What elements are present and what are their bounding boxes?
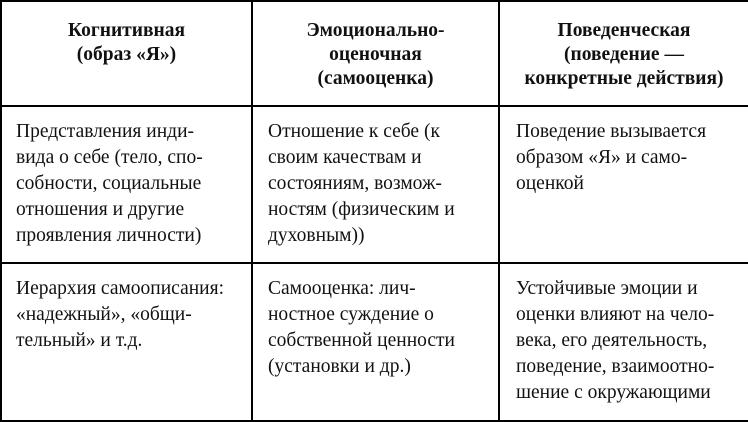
cell-line: поведение, взаимоотно- <box>516 356 715 377</box>
table-cell <box>252 106 499 263</box>
cell-line: оценки влияют на чело- <box>516 304 715 325</box>
cell-line: века, его деятельность, <box>516 330 708 351</box>
cell-line: Представления инди- <box>16 121 194 142</box>
cell-line: проявления личности) <box>16 225 202 246</box>
header-emotional-evaluative <box>252 1 499 106</box>
cell-line: Отношение к себе (к <box>268 121 440 142</box>
cell-line: Устойчивые эмоции и <box>516 278 698 299</box>
cell-line: собственной ценности <box>268 330 455 351</box>
header-line: оценочная <box>329 44 422 65</box>
table-row <box>1 263 748 421</box>
header-line: (образ «Я») <box>76 44 177 65</box>
cell-line: образом «Я» и само- <box>516 147 688 168</box>
table-cell <box>1 263 252 421</box>
cell-line: (установки и др.) <box>268 356 411 377</box>
cell-line: тельный» и т.д. <box>16 330 143 351</box>
header-line: Эмоционально- <box>306 20 445 41</box>
header-line: Поведенческая <box>557 20 691 41</box>
table-cell <box>499 263 748 421</box>
cell-line: отношения и другие <box>16 199 185 220</box>
table-cell <box>499 106 748 263</box>
header-cognitive <box>1 1 252 106</box>
cell-line: ностное суждение о <box>268 304 434 325</box>
cell-line: своим качествам и <box>268 147 422 168</box>
header-behavioral <box>499 1 748 106</box>
cell-line: собности, социальные <box>16 173 202 194</box>
header-row <box>1 1 748 106</box>
cell-line: состояниям, возмож- <box>268 173 442 194</box>
cell-line: шение с окружающими <box>516 382 711 403</box>
cell-line: «надежный», «общи- <box>16 304 192 325</box>
cell-line: оценкой <box>516 173 584 194</box>
cell-line: вида о себе (тело, спо- <box>16 147 203 168</box>
cell-line: духовным)) <box>268 225 365 246</box>
table-row <box>1 106 748 263</box>
table-cell <box>252 263 499 421</box>
header-line: (поведение — <box>564 44 684 65</box>
header-line: Когнитивная <box>67 20 186 41</box>
cell-line: Самооценка: лич- <box>268 278 416 299</box>
cell-line: Поведение вызывается <box>516 121 707 142</box>
cell-line: ностям (физическим и <box>268 199 455 220</box>
header-line: конкретные действия) <box>524 68 724 89</box>
cell-line: Иерархия самоописания: <box>16 278 224 299</box>
header-line: (самооценка) <box>317 68 434 89</box>
table-cell <box>1 106 252 263</box>
